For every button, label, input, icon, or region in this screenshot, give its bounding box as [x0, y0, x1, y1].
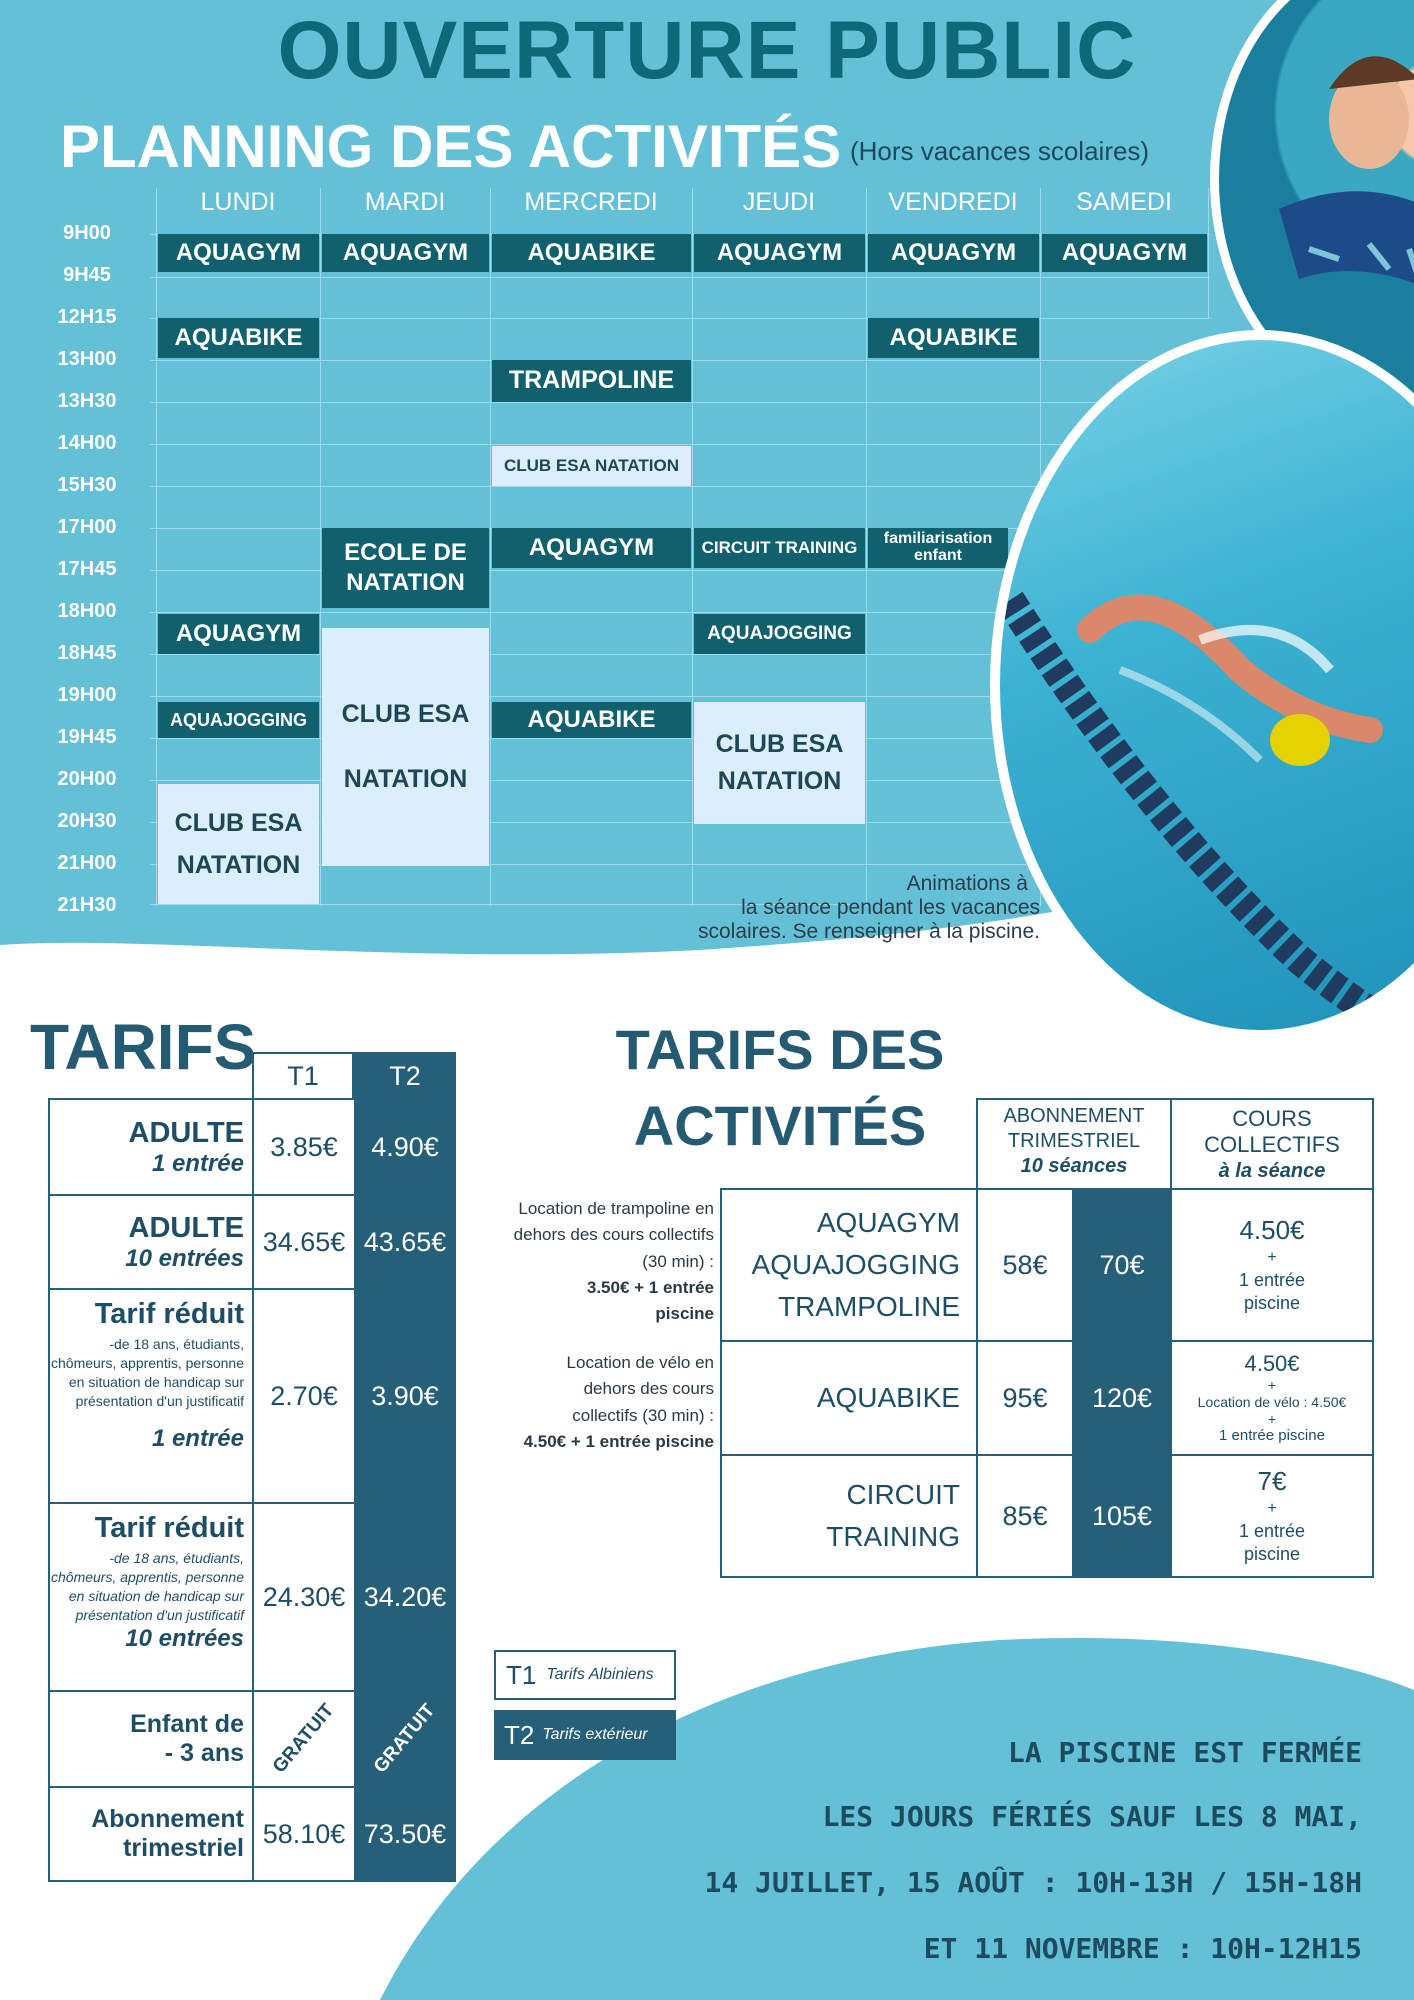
- tarif-t2-value: 43.65€: [355, 1195, 455, 1289]
- activity-block: AQUABIKE: [492, 234, 691, 272]
- activity-prices-title-line: ACTIVITÉS: [633, 1094, 927, 1158]
- closure-line: 14 JUILLET, 15 AOÛT : 10H-13H / 15H-18H: [704, 1866, 1362, 1899]
- time-label: 13H30: [57, 390, 117, 412]
- activity-prices-title: [580, 1012, 980, 1164]
- activity-name: CIRCUIT: [846, 1479, 960, 1510]
- cours-detail: piscine: [1243, 1293, 1301, 1314]
- time-label: 17H45: [57, 558, 117, 580]
- tarif-detail: -de 18 ans, étudiants, chômeurs, apprentis, personne en situation de handicap sur présentation d'un justificatif: [51, 1336, 244, 1409]
- animations-note-line: la séance pendant les vacances: [741, 896, 1040, 920]
- tarif-t2-value: 4.90€: [355, 1099, 455, 1195]
- tarif-label-cell: [49, 1691, 253, 1787]
- tarifs-table: [48, 1098, 456, 1882]
- activity-text: CLUB ESA: [341, 700, 470, 728]
- legend-t1: [494, 1650, 676, 1700]
- activity-block: [158, 784, 319, 904]
- time-label: 15H30: [57, 474, 117, 496]
- time-label: 19H45: [57, 726, 117, 748]
- rental-line: Location de trampoline en: [518, 1199, 714, 1218]
- tarif-header-t1: T1: [252, 1052, 354, 1100]
- activity-block: AQUABIKE: [158, 318, 319, 358]
- activity-block: AQUAGYM: [158, 614, 319, 654]
- cours-price: 4.50€: [1244, 1350, 1300, 1376]
- cours-price: 7€: [1257, 1466, 1287, 1497]
- tarif-label-cell: [49, 1289, 253, 1503]
- time-label: 13H00: [57, 348, 117, 370]
- activity-t2-value: 105€: [1073, 1455, 1171, 1577]
- activity-text: familiarisation: [883, 530, 993, 548]
- activity-block: CIRCUIT TRAINING: [694, 528, 865, 568]
- activity-text: CLUB ESA: [715, 729, 844, 758]
- closure-line: ET 11 NOVEMBRE : 10H-12H15: [923, 1932, 1362, 1965]
- activity-block: CLUB ESA NATATION: [492, 446, 691, 486]
- col-header-line: à la séance: [1218, 1159, 1326, 1182]
- activity-block: AQUAGYM: [694, 234, 865, 272]
- cours-detail: piscine: [1243, 1544, 1301, 1565]
- activity-block: AQUABIKE: [492, 702, 691, 738]
- col-header-line: TRIMESTRIEL: [1007, 1130, 1141, 1152]
- activity-text: NATATION: [176, 851, 301, 879]
- tarif-header-t2: T2: [354, 1052, 456, 1100]
- rental-line: 3.50€ + 1 entrée: [586, 1278, 714, 1298]
- trampoline-rental-note: [470, 1196, 714, 1328]
- tarif-t2-value: [355, 1691, 455, 1787]
- time-label: 20H30: [57, 810, 117, 832]
- table-row: [49, 1099, 455, 1195]
- tarif-t2-value: 73.50€: [355, 1787, 455, 1881]
- legend-t2: [494, 1710, 676, 1760]
- activity-text: ECOLE DE: [344, 539, 467, 566]
- day-tuesday: MARDI: [364, 188, 446, 216]
- col-header-line: ABONNEMENT: [1003, 1105, 1145, 1127]
- day-thursday: JEUDI: [742, 188, 816, 216]
- tarif-sub: 1 entrée: [151, 1424, 244, 1452]
- tarif-t1-value: 24.30€: [253, 1503, 355, 1691]
- activity-text: NATATION: [717, 767, 842, 795]
- table-row: [49, 1503, 455, 1691]
- table-row: [49, 1787, 455, 1881]
- table-row: [721, 1189, 1373, 1341]
- activity-name-cell: [721, 1341, 977, 1455]
- tarif-detail: -de 18 ans, étudiants, chômeurs, apprentis, personne en situation de handicap sur présentation d'un justificatif: [51, 1550, 244, 1623]
- time-label: 18H45: [57, 642, 117, 664]
- table-row: [49, 1691, 455, 1787]
- activity-block: TRAMPOLINE: [492, 360, 691, 402]
- day-monday: LUNDI: [200, 188, 276, 216]
- tarif-label: ADULTE: [128, 1211, 244, 1244]
- activity-block: AQUAGYM: [158, 234, 319, 272]
- rental-line: piscine: [655, 1304, 714, 1324]
- activity-block: AQUAGYM: [868, 234, 1039, 272]
- cours-detail: 1 entrée: [1238, 1269, 1306, 1290]
- cours-plus: +: [1267, 1500, 1277, 1518]
- activity-t2-value: 70€: [1073, 1189, 1171, 1341]
- activity-text: NATATION: [343, 765, 468, 793]
- tarif-sub: 1 entrée: [151, 1149, 244, 1177]
- col-header-line: 10 séances: [1020, 1155, 1128, 1177]
- closure-line: LES JOURS FÉRIÉS SAUF LES 8 MAI,: [822, 1800, 1362, 1833]
- activity-block: AQUAJOGGING: [158, 702, 319, 738]
- activity-block: [322, 528, 489, 608]
- gratuit-label: GRATUIT: [268, 1700, 339, 1778]
- gratuit-label: GRATUIT: [369, 1700, 440, 1778]
- rental-line: Location de vélo en: [566, 1353, 714, 1372]
- tarif-t2-value: 34.20€: [355, 1503, 455, 1691]
- day-friday: VENDREDI: [888, 188, 1018, 216]
- cours-price: 4.50€: [1239, 1215, 1305, 1246]
- tarif-label-cell: [49, 1195, 253, 1289]
- tarif-label: Enfant de: [130, 1710, 244, 1738]
- tarif-sub: 10 entrées: [125, 1244, 244, 1272]
- tarif-t1-value: [253, 1691, 355, 1787]
- tarif-t1-value: 2.70€: [253, 1289, 355, 1503]
- table-row: [49, 1195, 455, 1289]
- tarif-t1-value: 3.85€: [253, 1099, 355, 1195]
- activity-block: [868, 528, 1008, 568]
- tarif-label: ADULTE: [128, 1116, 244, 1149]
- tarif-label: Tarif réduit: [94, 1512, 244, 1544]
- cours-detail: 1 entrée: [1238, 1520, 1306, 1541]
- col-header-cours: [1170, 1098, 1374, 1190]
- rental-line: (30 min) :: [642, 1251, 714, 1271]
- col-header-line: COURS: [1232, 1106, 1312, 1131]
- time-label: 17H00: [57, 516, 117, 538]
- time-label: 19H00: [57, 684, 117, 706]
- activity-t1-value: 85€: [977, 1455, 1073, 1577]
- rental-line: 4.50€ + 1 entrée piscine: [523, 1432, 714, 1452]
- cours-detail: Location de vélo : 4.50€: [1197, 1393, 1347, 1410]
- table-row: [721, 1455, 1373, 1577]
- rental-line: dehors des cours: [583, 1379, 714, 1399]
- activity-cours-cell: [1171, 1455, 1373, 1577]
- time-label: 20H00: [57, 768, 117, 790]
- tarif-label-cell: [49, 1787, 253, 1881]
- tarif-t2-value: 3.90€: [355, 1289, 455, 1503]
- activity-block: AQUAGYM: [1042, 234, 1207, 272]
- activity-text: NATATION: [346, 569, 465, 596]
- tarif-label-cell: [49, 1099, 253, 1195]
- activity-t1-value: 58€: [977, 1189, 1073, 1341]
- bike-rental-note: [470, 1350, 714, 1455]
- activity-block: AQUAGYM: [322, 234, 489, 272]
- time-label: 14H00: [57, 432, 117, 454]
- legend-text: Tarifs extérieur: [542, 1726, 648, 1743]
- tarif-sub: 10 entrées: [125, 1624, 244, 1652]
- tarif-label-cell: [49, 1503, 253, 1691]
- tarif-t1-value: 58.10€: [253, 1787, 355, 1881]
- schedule-note: (Hors vacances scolaires): [850, 136, 1150, 166]
- activity-name-cell: [721, 1189, 977, 1341]
- tarif-label: Abonnement: [91, 1805, 244, 1833]
- tarifs-title: TARIFS: [30, 1011, 257, 1083]
- activity-text: enfant: [914, 547, 962, 564]
- time-label: 18H00: [57, 600, 117, 622]
- activity-prices-table: [720, 1188, 1374, 1578]
- closure-line: LA PISCINE EST FERMÉE: [1007, 1736, 1362, 1769]
- cours-plus: +: [1267, 1249, 1277, 1267]
- activity-cours-cell: [1171, 1189, 1373, 1341]
- rental-line: dehors des cours collectifs: [513, 1225, 714, 1245]
- activity-block: AQUAJOGGING: [694, 614, 865, 654]
- legend-text: Tarifs Albiniens: [546, 1666, 654, 1683]
- animations-note-line: Animations à: [906, 872, 1028, 895]
- cours-detail: 1 entrée piscine: [1219, 1427, 1325, 1445]
- activity-block: AQUAGYM: [492, 528, 691, 568]
- day-wednesday: MERCREDI: [524, 188, 658, 216]
- activity-name: AQUAJOGGING: [751, 1249, 960, 1280]
- activity-block: AQUABIKE: [868, 318, 1039, 358]
- activity-t1-value: 95€: [977, 1341, 1073, 1455]
- animations-note: [660, 872, 1040, 944]
- activity-block: [322, 628, 489, 866]
- col-header-line: COLLECTIFS: [1204, 1132, 1340, 1158]
- legend-code: T2: [504, 1719, 535, 1750]
- activity-block: [694, 702, 865, 824]
- tarif-t1-value: 34.65€: [253, 1195, 355, 1289]
- legend-code: T1: [506, 1659, 537, 1690]
- rental-line: collectifs (30 min) :: [572, 1405, 714, 1425]
- activity-t2-value: 120€: [1073, 1341, 1171, 1455]
- activity-cours-cell: [1171, 1341, 1373, 1455]
- activity-name: TRAMPOLINE: [777, 1291, 960, 1322]
- tarif-label: trimestriel: [123, 1834, 244, 1862]
- time-label: 21H30: [57, 894, 117, 916]
- time-label: 9H45: [63, 264, 111, 286]
- swimmer-icon: [1000, 340, 1414, 1030]
- time-label: 21H00: [57, 852, 117, 874]
- table-row: [721, 1341, 1373, 1455]
- tarif-label: - 3 ans: [164, 1739, 244, 1767]
- col-header-subscription: [976, 1098, 1172, 1190]
- time-label: 9H00: [63, 222, 111, 244]
- animations-note-line: scolaires. Se renseigner à la piscine.: [697, 920, 1040, 944]
- activity-name: AQUAGYM: [816, 1207, 960, 1238]
- tarif-label: Tarif réduit: [94, 1298, 244, 1330]
- time-label: 12H15: [57, 306, 117, 328]
- activity-name: TRAINING: [826, 1521, 960, 1552]
- cours-plus: +: [1267, 1377, 1277, 1393]
- activity-text: CLUB ESA: [174, 808, 303, 837]
- page-title: OUVERTURE PUBLIC: [277, 5, 1137, 96]
- day-saturday: SAMEDI: [1076, 188, 1172, 216]
- table-row: [49, 1289, 455, 1503]
- activity-name: AQUABIKE: [816, 1382, 960, 1413]
- cours-plus: +: [1267, 1410, 1277, 1427]
- page-subtitle: PLANNING DES ACTIVITÉS: [60, 113, 842, 180]
- activity-prices-title-line: TARIFS DES: [615, 1018, 945, 1081]
- activity-name-cell: [721, 1455, 977, 1577]
